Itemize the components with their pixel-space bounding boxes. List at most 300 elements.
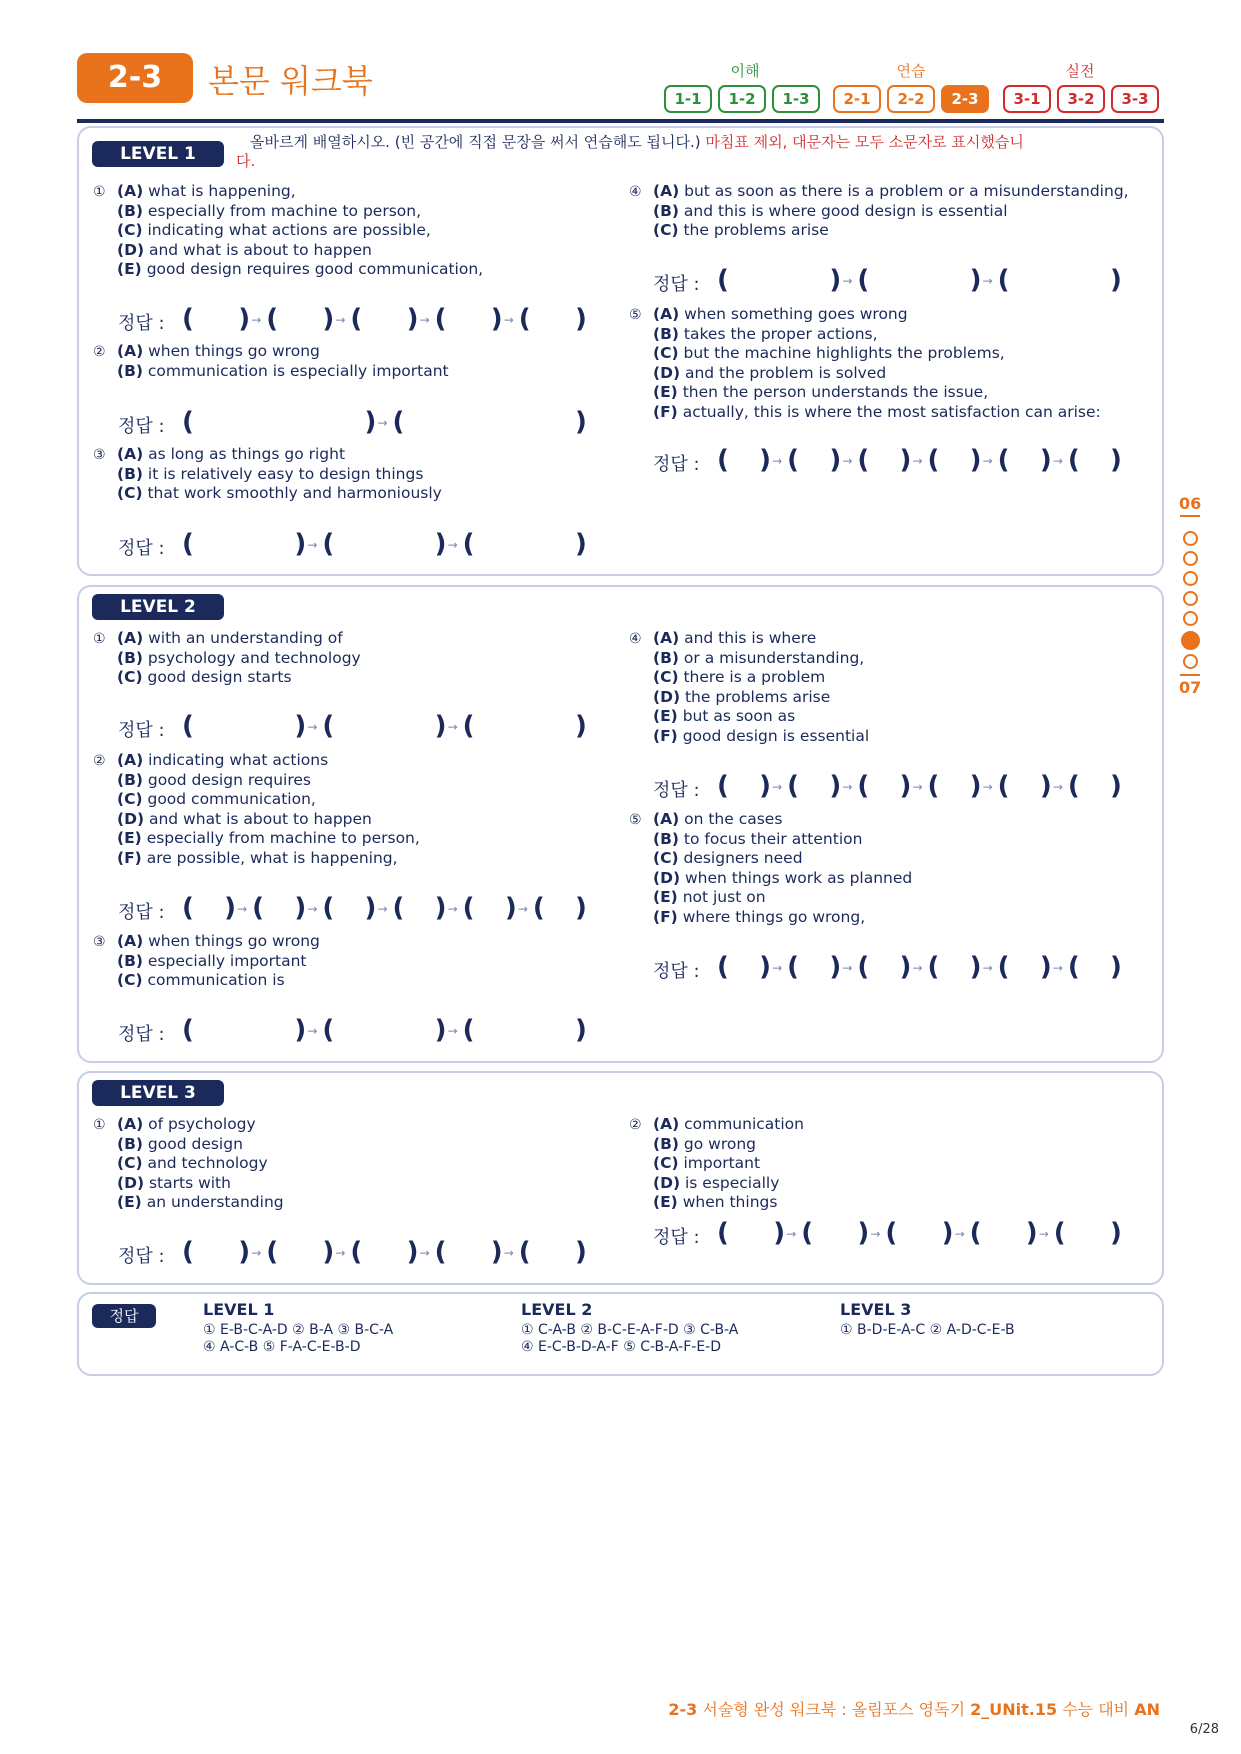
answer-key-level: LEVEL 3: [840, 1300, 912, 1319]
item-text: good design starts: [142, 668, 292, 686]
arrow-icon: →: [912, 780, 923, 794]
answer-blank-open[interactable]: (: [266, 304, 279, 334]
item-letter: (D): [653, 868, 681, 887]
answer-blank-open[interactable]: (: [1067, 771, 1080, 801]
answer-line: [653, 446, 1143, 476]
answer-blank-close[interactable]: ): [490, 304, 503, 334]
arrow-icon: →: [307, 902, 318, 916]
question-item: [117, 1135, 284, 1155]
answer-blank-close[interactable]: ): [434, 1015, 447, 1045]
answer-blank-close[interactable]: ): [1110, 1218, 1122, 1248]
answer-line: [118, 712, 608, 742]
answer-blank-close[interactable]: ): [941, 1218, 954, 1248]
answer-label: 정답 :: [118, 416, 165, 437]
side-nav-dot[interactable]: [1183, 611, 1198, 626]
answer-blank-open[interactable]: (: [885, 1218, 898, 1248]
item-text: it is relatively easy to design things: [142, 464, 424, 483]
footer-end: AN: [1134, 1700, 1160, 1719]
question: [629, 182, 1129, 241]
item-letter: (B): [117, 770, 143, 789]
side-nav-dots: [1181, 527, 1201, 674]
question-item: [653, 403, 1101, 423]
answer-blank-open[interactable]: (: [801, 1218, 814, 1248]
item-text: when something goes wrong: [679, 305, 908, 323]
arrow-icon: →: [307, 538, 318, 552]
answer-blank-open[interactable]: (: [518, 304, 531, 334]
answer-blank-open[interactable]: (: [927, 771, 940, 801]
question-item: [117, 1193, 284, 1213]
item-text: good design is essential: [677, 726, 870, 745]
question-number: ④: [629, 631, 642, 647]
item-letter: (A): [653, 182, 680, 200]
nav-button-2-2[interactable]: 2-2: [887, 85, 935, 113]
answer-blank-open[interactable]: (: [182, 1015, 194, 1045]
answer-blank-close[interactable]: ): [969, 952, 982, 982]
question-item: [653, 629, 869, 649]
item-letter: (A): [117, 629, 144, 647]
answer-blank-open[interactable]: (: [717, 1218, 729, 1248]
item-letter: (B): [653, 201, 679, 220]
nav-button-2-3[interactable]: 2-3: [941, 85, 989, 113]
question: [93, 932, 320, 991]
answer-blank-open[interactable]: (: [997, 445, 1010, 475]
question-number: ②: [93, 753, 106, 769]
answer-label: 정답 :: [653, 454, 700, 475]
nav-button-1-1[interactable]: 1-1: [664, 85, 712, 113]
answer-blank-close[interactable]: ): [406, 304, 419, 334]
answer-blank-open[interactable]: (: [518, 1237, 531, 1267]
side-nav-rule: [1180, 674, 1200, 676]
arrow-icon: →: [517, 902, 528, 916]
answer-blank-close[interactable]: ): [294, 529, 307, 559]
answer-blank-open[interactable]: (: [322, 893, 335, 923]
arrow-icon: →: [870, 1227, 881, 1241]
answer-blank-close[interactable]: ): [899, 771, 912, 801]
item-letter: (C): [653, 344, 679, 362]
question-item: [117, 849, 420, 869]
question-item: [653, 344, 1101, 364]
item-text: takes the proper actions,: [678, 324, 878, 343]
answer-blank-close[interactable]: ): [364, 407, 377, 437]
answer-blank-close[interactable]: ): [238, 1237, 251, 1267]
arrow-icon: →: [447, 902, 458, 916]
answer-blank-close[interactable]: ): [759, 771, 772, 801]
answer-blank-close[interactable]: ): [575, 1015, 587, 1045]
item-letter: (A): [117, 182, 144, 200]
item-text: when things go wrong: [143, 342, 320, 360]
answer-line: [653, 266, 1143, 296]
question-number: ①: [93, 1117, 106, 1133]
item-text: communication is especially important: [142, 361, 449, 380]
side-nav-dot[interactable]: [1183, 551, 1198, 566]
nav-button-3-2[interactable]: 3-2: [1057, 85, 1105, 113]
answer-blank-close[interactable]: ): [1110, 952, 1122, 982]
answer-blank-open[interactable]: (: [182, 529, 194, 559]
answer-line: [118, 530, 608, 560]
item-letter: (B): [117, 201, 143, 220]
answer-blank-open[interactable]: (: [997, 265, 1010, 295]
answer-blank-open[interactable]: (: [182, 1237, 194, 1267]
question-item: [117, 342, 449, 362]
answer-blank-open[interactable]: (: [787, 445, 800, 475]
item-text: designers need: [678, 849, 803, 867]
side-nav-bottom: 07: [1179, 678, 1202, 697]
arrow-icon: →: [419, 1246, 430, 1260]
item-text: actually, this is where the most satisfaction can arise:: [677, 402, 1101, 421]
question-item: [117, 932, 320, 952]
answer-blank-close[interactable]: ): [969, 445, 982, 475]
item-letter: (B): [117, 951, 143, 970]
answer-blank-close[interactable]: ): [224, 893, 237, 923]
answer-blank-close[interactable]: ): [575, 304, 587, 334]
item-text: especially from machine to person,: [142, 201, 422, 220]
answer-blank-close[interactable]: ): [969, 771, 982, 801]
item-letter: (C): [117, 221, 143, 239]
question-item: [117, 445, 442, 465]
arrow-icon: →: [786, 1227, 797, 1241]
nav-button-1-3[interactable]: 1-3: [772, 85, 820, 113]
answer-blank-close[interactable]: ): [575, 711, 587, 741]
answer-blank-open[interactable]: (: [350, 1237, 363, 1267]
item-text: indicating what actions are possible,: [142, 221, 431, 239]
answer-blank-open[interactable]: (: [927, 952, 940, 982]
answer-blank-open[interactable]: (: [462, 1015, 475, 1045]
answer-blank-open[interactable]: (: [857, 952, 870, 982]
answer-blank-open[interactable]: (: [392, 893, 405, 923]
answer-blank-close[interactable]: ): [829, 265, 842, 295]
answer-blank-open[interactable]: (: [182, 711, 194, 741]
answer-blank-close[interactable]: ): [322, 304, 335, 334]
question-item: [653, 182, 1129, 202]
item-text: good design: [142, 1134, 243, 1153]
side-nav-dot[interactable]: [1183, 571, 1198, 586]
question-item: [653, 1174, 804, 1194]
answer-blank-close[interactable]: ): [575, 893, 587, 923]
answer-key-line: ① E-B-C-A-D ② B-A ③ B-C-A: [203, 1322, 394, 1338]
item-letter: (B): [653, 648, 679, 667]
answer-blank-open[interactable]: (: [1067, 445, 1080, 475]
arrow-icon: →: [772, 961, 783, 975]
arrow-icon: →: [251, 1246, 262, 1260]
item-text: indicating what actions: [143, 751, 329, 769]
question-item: [117, 771, 420, 791]
side-nav-dot[interactable]: [1183, 531, 1198, 546]
answer-blank-close[interactable]: ): [434, 893, 447, 923]
answer-blank-close[interactable]: ): [504, 893, 517, 923]
item-letter: (F): [653, 726, 678, 745]
answer-line: [118, 1016, 608, 1046]
answer-blank-close[interactable]: ): [434, 529, 447, 559]
nav-button-3-1[interactable]: 3-1: [1003, 85, 1051, 113]
answer-blank-close[interactable]: ): [575, 529, 587, 559]
answer-blank-close[interactable]: ): [294, 893, 307, 923]
answer-blank-close[interactable]: ): [1110, 445, 1122, 475]
item-text: that work smoothly and harmoniously: [142, 484, 442, 502]
answer-blank-close[interactable]: ): [759, 952, 772, 982]
answer-line: [118, 894, 608, 924]
item-text: and this is where: [679, 629, 817, 647]
level3-label: LEVEL 3: [92, 1080, 224, 1106]
answer-blank-close[interactable]: ): [829, 771, 842, 801]
answer-line: [118, 408, 608, 438]
answer-blank-open[interactable]: (: [857, 771, 870, 801]
question-item: [653, 810, 912, 830]
answer-label: 정답 :: [118, 538, 165, 559]
answer-key-level: LEVEL 1: [203, 1300, 275, 1319]
answer-label: 정답 :: [118, 313, 165, 334]
answer-blank-close[interactable]: ): [759, 445, 772, 475]
item-text: and what is about to happen: [144, 809, 372, 828]
arrow-icon: →: [237, 902, 248, 916]
item-letter: (B): [117, 1134, 143, 1153]
question-item: [117, 465, 442, 485]
item-text: when things: [677, 1193, 778, 1211]
answer-blank-close[interactable]: ): [1039, 771, 1052, 801]
arrow-icon: →: [772, 454, 783, 468]
item-text: psychology and technology: [142, 648, 361, 667]
answer-blank-close[interactable]: ): [364, 893, 377, 923]
item-letter: (B): [117, 361, 143, 380]
item-letter: (B): [117, 648, 143, 667]
answer-blank-close[interactable]: ): [490, 1237, 503, 1267]
item-text: communication: [679, 1115, 804, 1133]
side-nav-dot[interactable]: [1183, 591, 1198, 606]
item-text: good design requires good communication,: [141, 260, 484, 278]
item-text: there is a problem: [678, 668, 826, 686]
answer-blank-open[interactable]: (: [857, 445, 870, 475]
arrow-icon: →: [447, 1024, 458, 1038]
arrow-icon: →: [377, 416, 388, 430]
answer-blank-close[interactable]: ): [294, 711, 307, 741]
answer-blank-open[interactable]: (: [969, 1218, 982, 1248]
question: [93, 445, 442, 504]
question-item: [653, 1193, 804, 1213]
answer-key-label: 정답: [92, 1304, 156, 1328]
side-nav-dot[interactable]: [1183, 654, 1198, 669]
item-text: when things go wrong: [143, 932, 320, 950]
item-text: go wrong: [678, 1134, 757, 1153]
answer-blank-open[interactable]: (: [1053, 1218, 1066, 1248]
item-text: and this is where good design is essential: [678, 201, 1008, 220]
question-item: [653, 830, 912, 850]
answer-blank-close[interactable]: ): [238, 304, 251, 334]
question: [629, 305, 1101, 422]
answer-blank-open[interactable]: (: [182, 304, 194, 334]
item-letter: (A): [117, 342, 144, 360]
question-item: [117, 829, 420, 849]
item-text: especially from machine to person,: [141, 829, 420, 847]
item-letter: (C): [117, 790, 143, 808]
answer-blank-open[interactable]: (: [322, 711, 335, 741]
item-text: the problems arise: [680, 687, 831, 706]
item-text: of psychology: [143, 1115, 256, 1133]
arrow-icon: →: [335, 1246, 346, 1260]
footer-book: 2_UNit.15: [970, 1700, 1058, 1719]
answer-blank-open[interactable]: (: [997, 771, 1010, 801]
item-letter: (E): [653, 707, 678, 725]
answer-blank-close[interactable]: ): [1110, 771, 1122, 801]
level2-label: LEVEL 2: [92, 594, 224, 620]
arrow-icon: →: [954, 1227, 965, 1241]
answer-blank-open[interactable]: (: [266, 1237, 279, 1267]
answer-blank-close[interactable]: ): [857, 1218, 870, 1248]
item-letter: (A): [117, 1115, 144, 1133]
question-item: [117, 260, 483, 280]
answer-blank-close[interactable]: ): [406, 1237, 419, 1267]
item-text: communication is: [142, 971, 285, 989]
answer-blank-open[interactable]: (: [532, 893, 545, 923]
item-letter: (E): [653, 383, 678, 401]
answer-blank-close[interactable]: ): [575, 407, 587, 437]
answer-key-column: [203, 1300, 393, 1355]
item-letter: (A): [653, 810, 680, 828]
answer-blank-open[interactable]: (: [717, 771, 729, 801]
question-item: [117, 1115, 284, 1135]
arrow-icon: →: [377, 902, 388, 916]
answer-line: [653, 953, 1143, 983]
answer-blank-open[interactable]: (: [717, 445, 729, 475]
item-text: are possible, what is happening,: [141, 848, 398, 867]
arrow-icon: →: [307, 1024, 318, 1038]
question-number: ①: [93, 184, 106, 200]
question: [629, 1115, 804, 1213]
question-number: ④: [629, 184, 642, 200]
answer-blank-close[interactable]: ): [434, 711, 447, 741]
answer-blank-close[interactable]: ): [294, 1015, 307, 1045]
answer-blank-open[interactable]: (: [1067, 952, 1080, 982]
side-nav-dot[interactable]: [1181, 631, 1200, 650]
answer-blank-open[interactable]: (: [462, 711, 475, 741]
answer-blank-open[interactable]: (: [350, 304, 363, 334]
item-text: and the problem is solved: [680, 363, 887, 382]
item-text: then the person understands the issue,: [677, 383, 989, 401]
item-text: not just on: [677, 888, 766, 906]
arrow-icon: →: [447, 720, 458, 734]
item-text: but as soon as there is a problem or a misunderstanding,: [679, 182, 1129, 200]
question-item: [117, 1154, 284, 1174]
answer-blank-open[interactable]: (: [322, 1015, 335, 1045]
item-letter: (E): [653, 1193, 678, 1211]
item-letter: (D): [653, 363, 681, 382]
arrow-icon: →: [1052, 454, 1063, 468]
item-letter: (A): [117, 445, 144, 463]
question-item: [653, 888, 912, 908]
item-text: and what is about to happen: [144, 240, 372, 259]
footer-mid: 서술형 완성 워크북 : 올림포스 영독기: [697, 1700, 971, 1719]
nav-button-2-1[interactable]: 2-1: [833, 85, 881, 113]
instruction-note: 마침표 제외, 대문자는 모두 소문자로 표시했습니: [705, 133, 1024, 151]
arrow-icon: →: [447, 538, 458, 552]
arrow-icon: →: [503, 313, 514, 327]
answer-blank-close[interactable]: ): [1039, 445, 1052, 475]
item-letter: (A): [117, 751, 144, 769]
item-text: with an understanding of: [143, 629, 343, 647]
answer-blank-open[interactable]: (: [927, 445, 940, 475]
question-item: [653, 869, 912, 889]
answer-blank-open[interactable]: (: [717, 952, 729, 982]
arrow-icon: →: [912, 961, 923, 975]
item-letter: (C): [117, 484, 143, 502]
answer-blank-close[interactable]: ): [1110, 265, 1122, 295]
answer-blank-open[interactable]: (: [717, 265, 729, 295]
answer-blank-close[interactable]: ): [829, 952, 842, 982]
answer-blank-open[interactable]: (: [857, 265, 870, 295]
header-divider: [77, 119, 1164, 123]
answer-blank-close[interactable]: ): [575, 1237, 587, 1267]
item-letter: (D): [653, 1173, 681, 1192]
answer-blank-close[interactable]: ): [773, 1218, 786, 1248]
answer-blank-open[interactable]: (: [182, 893, 194, 923]
item-text: to focus their attention: [678, 829, 863, 848]
answer-blank-open[interactable]: (: [434, 304, 447, 334]
item-text: the problems arise: [678, 221, 829, 239]
answer-blank-close[interactable]: ): [829, 445, 842, 475]
arrow-icon: →: [1038, 1227, 1049, 1241]
question-item: [117, 1174, 284, 1194]
answer-blank-open[interactable]: (: [787, 952, 800, 982]
item-letter: (A): [653, 305, 680, 323]
question-item: [117, 952, 320, 972]
question-item: [117, 810, 420, 830]
answer-key-line: ④ E-C-B-D-A-F ⑤ C-B-A-F-E-D: [521, 1339, 722, 1355]
group-label-real: 실전: [1065, 62, 1095, 80]
answer-blank-close[interactable]: ): [1025, 1218, 1038, 1248]
answer-blank-open[interactable]: (: [462, 529, 475, 559]
answer-label: 정답 :: [653, 780, 700, 801]
answer-blank-open[interactable]: (: [392, 407, 405, 437]
item-letter: (D): [117, 1173, 145, 1192]
question-item: [653, 849, 912, 869]
answer-blank-close[interactable]: ): [1039, 952, 1052, 982]
item-letter: (A): [117, 932, 144, 950]
answer-line: [653, 1219, 1143, 1249]
item-letter: (E): [117, 1193, 142, 1211]
unit-badge: 2-3: [77, 53, 193, 103]
nav-button-3-3[interactable]: 3-3: [1111, 85, 1159, 113]
item-letter: (C): [653, 849, 679, 867]
arrow-icon: →: [982, 454, 993, 468]
item-text: an understanding: [141, 1193, 284, 1211]
answer-blank-open[interactable]: (: [997, 952, 1010, 982]
answer-key-line: ① B-D-E-A-C ② A-D-C-E-B: [840, 1322, 1015, 1338]
answer-line: [118, 305, 608, 335]
answer-blank-close[interactable]: ): [899, 445, 912, 475]
item-letter: (F): [653, 402, 678, 421]
answer-blank-close[interactable]: ): [322, 1237, 335, 1267]
answer-blank-open[interactable]: (: [787, 771, 800, 801]
question-item: [653, 1154, 804, 1174]
answer-blank-close[interactable]: ): [969, 265, 982, 295]
item-letter: (F): [117, 848, 142, 867]
item-letter: (C): [117, 971, 143, 989]
nav-button-1-2[interactable]: 1-2: [718, 85, 766, 113]
answer-blank-open[interactable]: (: [252, 893, 265, 923]
answer-blank-open[interactable]: (: [434, 1237, 447, 1267]
item-text: where things go wrong,: [677, 907, 866, 926]
question: [629, 810, 912, 927]
answer-blank-open[interactable]: (: [322, 529, 335, 559]
arrow-icon: →: [982, 274, 993, 288]
answer-blank-close[interactable]: ): [899, 952, 912, 982]
answer-blank-open[interactable]: (: [182, 407, 194, 437]
arrow-icon: →: [982, 961, 993, 975]
question-item: [117, 484, 442, 504]
arrow-icon: →: [982, 780, 993, 794]
group-label-understand: 이해: [730, 62, 760, 80]
arrow-icon: →: [1052, 961, 1063, 975]
item-text: as long as things go right: [143, 445, 346, 463]
answer-blank-open[interactable]: (: [462, 893, 475, 923]
